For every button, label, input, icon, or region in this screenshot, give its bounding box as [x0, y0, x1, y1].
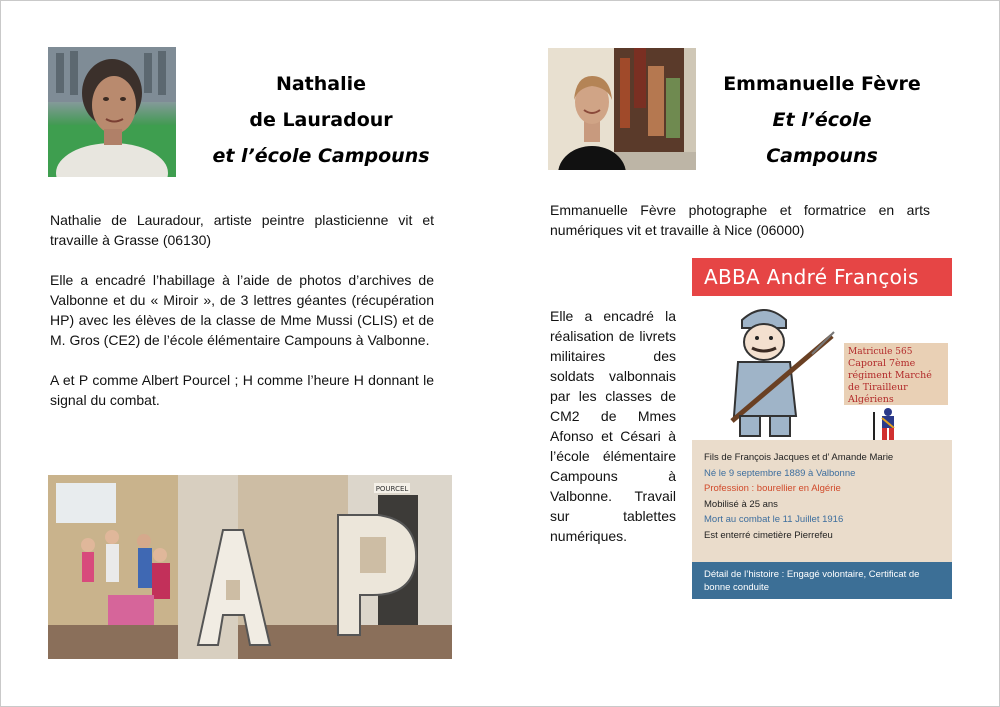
nathalie-title-line1: Nathalie: [275, 73, 367, 95]
giant-letters-photo: [48, 475, 452, 659]
nathalie-paragraph-1: Nathalie de Lauradour, artiste peintre plasticienne vit et travaille à Grasse (06130): [50, 212, 434, 248]
nathalie-title: [196, 66, 446, 174]
nathalie-text: [50, 210, 434, 430]
military-booklet-poster: [692, 258, 952, 599]
poster-mobilised: Mobilisé à 25 ans: [704, 498, 778, 510]
poster-parents: Fils de François Jacques et d’ Amande Marie: [704, 452, 894, 463]
poster-birth: Né le 9 septembre 1889 à Valbonne: [704, 467, 856, 479]
poster-death: Mort au combat le 11 Juillet 1916: [704, 514, 844, 525]
nathalie-paragraph-3: A et P comme Albert Pourcel ; H comme l’heure H donnant le signal du combat.: [50, 372, 434, 408]
emmanuelle-portrait-photo: [548, 48, 696, 170]
soldier-small-figure: [864, 408, 914, 440]
nathalie-paragraph-2: Elle a encadré l’habillage à l’aide de photos d’archives de Valbonne et du « Miroir », de 3 lettres géantes (récupération HP) avec les élèves de la classe de Mme Mussi (CLIS) et de M. Gros (CE2) de l’école élémentaire Campouns à Valbonne.: [50, 272, 434, 348]
soldier-drawing: [692, 296, 842, 440]
nathalie-title-line3: et l’école Campouns: [212, 145, 430, 167]
nathalie-title-line2: de Lauradour: [249, 109, 393, 131]
poster-profession: Profession : bourellier en Algérie: [704, 483, 841, 494]
poster-matricule: Matricule 565: [848, 347, 913, 357]
emmanuelle-intro-text: Emmanuelle Fèvre photographe et formatrice en arts numériques vit et travaille à Nice (06000): [550, 202, 930, 238]
emmanuelle-title-line2: Et l’école: [772, 109, 872, 131]
poster-burial: Est enterré cimetière Pierrefeu: [704, 529, 833, 541]
emmanuelle-description-text: Elle a encadré la réalisation de livrets militaires des soldats valbonnais par les classes de CM2 de Mmes Afonso et Césari à l’école élémentaire Campouns à Valbonne. Travail sur tablettes numériques.: [550, 308, 676, 544]
emmanuelle-title: [712, 66, 932, 174]
emmanuelle-title-line1: Emmanuelle Fèvre: [723, 73, 921, 95]
photo-sign-text: POURCEL: [375, 485, 409, 493]
poster-rank: Caporal 7ème régiment Marché de Tirailleur Algériens: [848, 358, 932, 405]
emmanuelle-title-line3: Campouns: [766, 145, 878, 167]
matricule-box: [844, 343, 948, 405]
poster-footer: Détail de l’histoire : Engagé volontaire, Certificat de bonne conduite: [692, 562, 952, 599]
poster-soldier-name: ABBA André François: [692, 258, 952, 296]
nathalie-portrait-photo: [48, 47, 176, 177]
poster-biography: [692, 440, 952, 562]
poster-illustration-area: [692, 296, 952, 440]
